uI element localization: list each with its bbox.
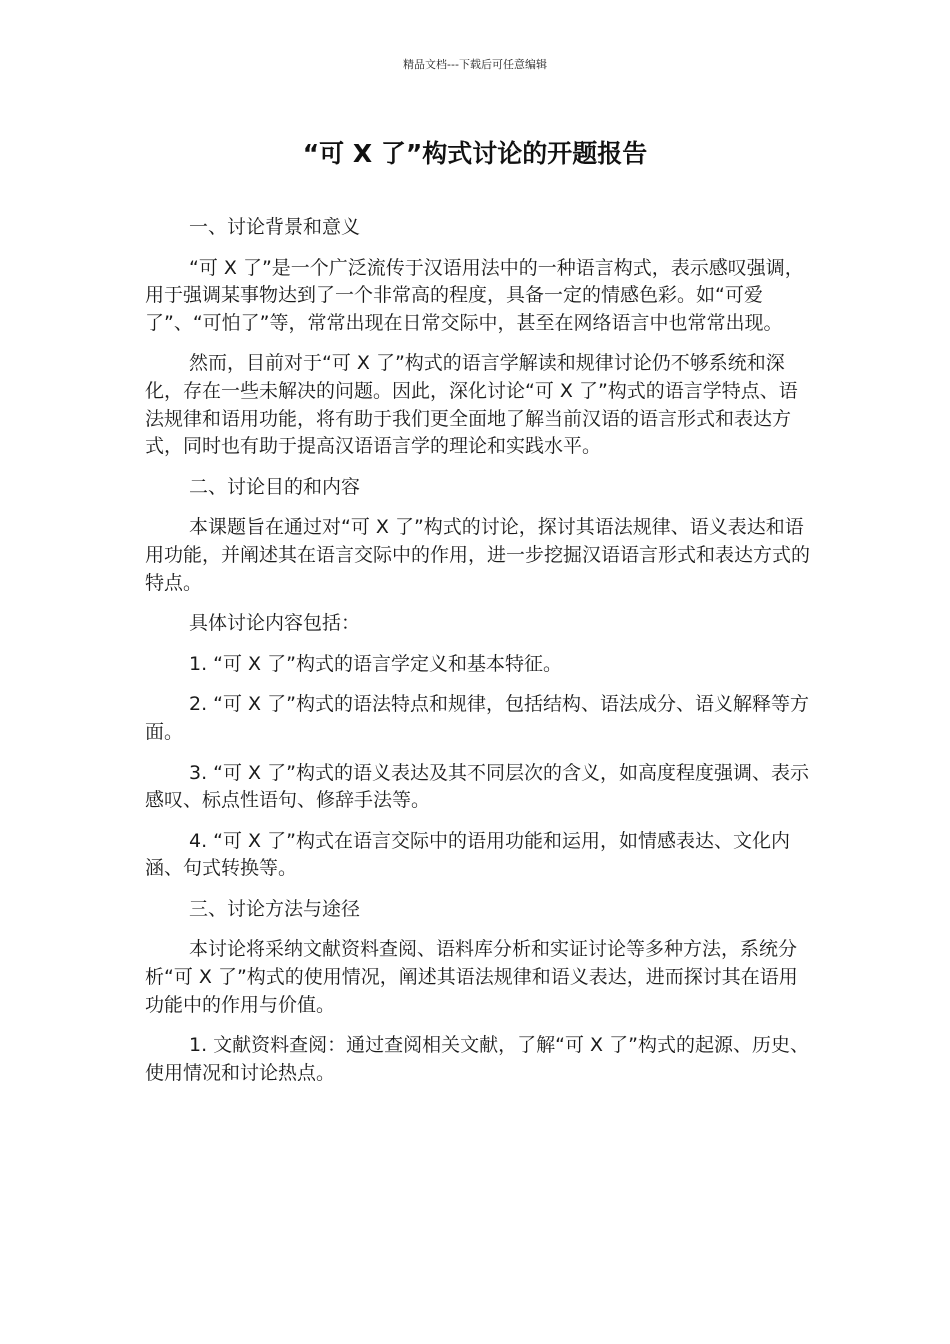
list-item: 1. 文献资料查阅：通过查阅相关文献，了解“可 X 了”构式的起源、历史、使用情况和讨论热点。 [145,1034,809,1084]
document-body [145,214,813,1100]
section-heading-methods: 三、讨论方法与途径 [189,897,361,920]
list-item: 2. “可 X 了”构式的语法特点和规律，包括结构、语法成分、语义解释等方面。 [145,693,809,743]
paragraph: 本课题旨在通过对“可 X 了”构式的讨论，探讨其语法规律、语义表达和语用功能，并阐述其在语言交际中的作用，进一步挖掘汉语语言形式和表达方式的特点。 [145,516,811,594]
list-item: 4. “可 X 了”构式在语言交际中的语用功能和运用，如情感表达、文化内涵、句式转换等。 [145,829,790,880]
page-header: 精品文档---下载后可任意编辑 [403,58,547,71]
document-title: “可 X 了”构式讨论的开题报告 [302,139,648,168]
list-item: 1. “可 X 了”构式的语言学定义和基本特征。 [189,652,562,675]
paragraph: 然而，目前对于“可 X 了”构式的语言学解读和规律讨论仍不够系统和深化，存在一些未解决的问题。因此，深化讨论“可 X 了”构式的语言学特点、语法规律和语用功能，将有助于我们更全面地了解当前汉语的语言形式和表达方式，同时也有助于提高汉语语言学的理论和实践水平。 [145,352,798,458]
list-item: 3. “可 X 了”构式的语义表达及其不同层次的含义，如高度程度强调、表示感叹、标点性语句、修辞手法等。 [145,761,809,812]
paragraph: 具体讨论内容包括： [189,612,361,635]
paragraph: 本讨论将采纳文献资料查阅、语料库分析和实证讨论等多种方法，系统分析“可 X 了”构式的使用情况，阐述其语法规律和语义表达，进而探讨其在语用功能中的作用与价值。 [145,938,798,1016]
section-heading-background: 一、讨论背景和意义 [189,216,361,238]
paragraph: “可 X 了”是一个广泛流传于汉语用法中的一种语言构式，表示感叹强调，用于强调某事物达到了一个非常高的程度，具备一定的情感色彩。如“可爱了”、“可怕了”等，常常出现在日常交际中，甚至在网络语言中也常常出现。 [145,256,804,334]
section-heading-purpose: 二、讨论目的和内容 [189,475,361,498]
